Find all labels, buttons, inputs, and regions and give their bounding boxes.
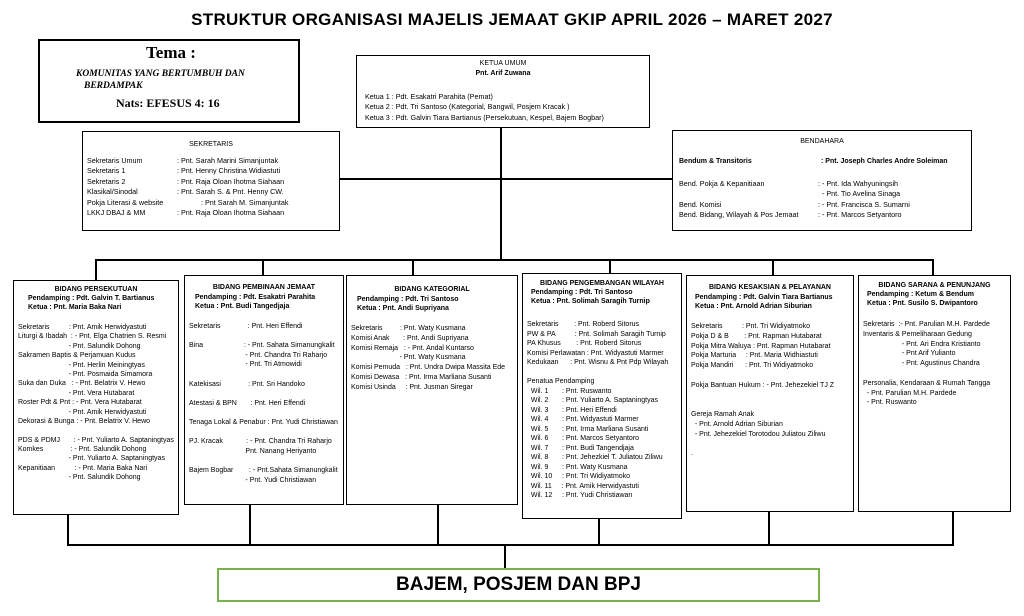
bidang-row: - Pnt. Ruswanto <box>863 399 917 407</box>
bidang-row: - Pnt. Vera Hutabarat <box>18 389 135 397</box>
connector-up-6 <box>952 512 954 545</box>
bidang-ketua: Ketua : Pnt. Budi Tangedjaja <box>195 303 290 310</box>
bidang-row: Komisi Perlawatan : Pnt. Widyastuti Marmer <box>527 349 664 357</box>
bidang-list <box>691 322 834 459</box>
bidang-row: - Pnt. Ari Endra Kristianto <box>863 340 981 348</box>
bidang-row: Komisi Usinda : Pnt. Jusman Siregar <box>351 383 473 391</box>
bidang-row: Sekretaris : Pnt. Waty Kusmana <box>351 325 466 332</box>
bidang-row: . <box>691 450 693 458</box>
connector-main-vertical <box>500 127 502 260</box>
bidang-row <box>189 389 338 399</box>
sekretaris-value: : Pnt Sarah M. Simanjuntak <box>201 197 289 207</box>
bidang-ketua: Ketua : Pnt. Solimah Saragih Turnip <box>531 298 650 305</box>
bidang-pendamping: Pendamping : Pdt. Esakatri Parahita <box>195 294 316 301</box>
bidang-row: - Pnt. Chandra Tri Raharjo <box>189 351 328 359</box>
bidang-row: Pokja Marturia : Pnt. Maria Widhiastuti <box>691 352 818 360</box>
bidang-list <box>189 322 338 485</box>
tema-line-2: BERDAMPAK <box>84 81 143 91</box>
bidang-row: Wil. 10 : Pnt. Tri Widiyatmoko <box>527 473 631 480</box>
bidang-row: Penatua Pendamping <box>527 378 595 385</box>
bidang-row: - Pnt. Salundik Dohong <box>18 474 141 482</box>
bidang-heading: BIDANG PERSEKUTUAN <box>54 286 138 293</box>
bidang-pendamping: Pendamping : Ketum & Bendum <box>867 291 974 298</box>
bidang-heading: BIDANG KATEGORIAL <box>394 286 470 293</box>
bidang-kesaksian-box <box>686 275 854 512</box>
bidang-row: Pokja D & B : Pnt. Rapman Hutabarat <box>691 332 822 340</box>
bidang-row <box>863 369 990 379</box>
bidang-row: Sekretaris : Pnt. Tri Widiyatmoko <box>691 323 811 330</box>
bendahara-keys <box>679 179 798 221</box>
sekretaris-key: LKKJ DBAJ & MM <box>87 208 146 218</box>
bidang-pendamping: Pendamping : Pdt. Tri Santoso <box>531 289 633 296</box>
bidang-row: Wil. 9 : Pnt. Waty Kusmana <box>527 463 628 471</box>
sekretaris-value: : Pnt. Sarah S. & Pnt. Henny CW. <box>177 187 284 197</box>
bidang-row: - Pnt Arif Yulianto <box>863 350 956 358</box>
sekretaris-heading: SEKRETARIS <box>189 141 233 148</box>
ketua-row: Ketua 3 : Pdt. Galvin Tiara Bartianus (Persekutuan, Kespel, Bajem Bogbar) <box>365 112 604 122</box>
bendahara-key <box>679 189 798 199</box>
sekretaris-box <box>82 131 340 231</box>
bidang-row: - Pnt. Amik Herwidyastuti <box>18 408 147 416</box>
bidang-row: Sekretaris : Pnt. Roberd Sitorus <box>527 321 640 328</box>
bendahara-key: Bend. Komisi <box>679 199 722 209</box>
bidang-row: Wil. 12 : Pnt. Yudi Christiawan <box>527 492 633 499</box>
bidang-row: Kedukaan : Pnt. Wisnu & Pnt Pdp Wilayah <box>527 359 669 366</box>
bidang-row <box>691 371 834 381</box>
ketua-umum-box <box>356 55 650 128</box>
connector-drop-2 <box>262 259 264 275</box>
bidang-row: Wil. 5 : Pnt. Irma Marliana Susanti <box>527 425 649 433</box>
bidang-row: - Pnt. Arnold Adrian Siburian <box>691 420 783 428</box>
bidang-row: - Pnt. Jehezekiel Torotodou Juliatou Ziliwu <box>691 430 826 438</box>
bendahara-value: - Pnt. Tio Avelina Sinaga <box>822 189 901 199</box>
sekretaris-key: Sekretaris 2 <box>87 176 126 186</box>
bidang-row: Suka dan Duka : - Pnt. Belatrix V. Hewo <box>18 380 146 388</box>
bidang-row: - Pnt. Yuliarto A. Saptaningtyas <box>18 455 165 463</box>
bendahara-box <box>672 130 972 231</box>
bidang-row: - Pnt. Herlin Meiningtyas <box>18 361 145 369</box>
connector-drop-6 <box>932 259 934 275</box>
bidang-row: Komisi Dewasa : Pnt. Irma Marliana Susanti <box>351 373 492 381</box>
sekretaris-keys <box>87 156 163 218</box>
bidang-row <box>189 456 338 466</box>
ketua-row: Ketua 2 : Pdt. Tri Santoso (Kategorial, Bangwil, Posjem Kracak ) <box>365 102 570 112</box>
sekretaris-values <box>177 156 289 218</box>
ketua-list <box>365 92 604 123</box>
bidang-sarana-box <box>858 275 1011 512</box>
bidang-row <box>189 408 338 418</box>
bidang-pendamping: Pendamping : Pdt. Tri Santoso <box>357 296 459 303</box>
connector-up-5 <box>768 512 770 545</box>
bidang-row: Komisi Anak : Pnt. Andi Supriyana <box>351 334 469 342</box>
connector-up-1 <box>67 515 69 545</box>
bidang-list <box>863 320 990 408</box>
bidang-row: Bina : - Pnt. Sahata Simanungkalit <box>189 342 335 350</box>
bidang-row: Wil. 6 : Pnt. Marcos Setyantoro <box>527 435 640 442</box>
bidang-row: Sakramen Baptis & Perjamuan Kudus <box>18 352 136 360</box>
bendahara-key: Bend. Pokja & Kepanitiaan <box>679 179 765 188</box>
bidang-row: Wil. 7 : Pnt. Budi Tangendjaja <box>527 444 634 452</box>
tema-label: Tema : <box>146 43 196 62</box>
bidang-row: - Pnt. Posmaida Simamora <box>18 370 153 378</box>
connector-footer <box>504 544 506 568</box>
sekretaris-value: : Pnt. Henny Christina Widiastuti <box>177 166 281 176</box>
bidang-row: Sekretaris : Pnt. Heri Effendi <box>189 323 303 330</box>
bidang-row <box>18 426 174 435</box>
connector-up-3 <box>437 505 439 545</box>
sekretaris-value: : Pnt. Raja Oloan Ihotma Siahaan <box>177 208 285 218</box>
page-title: STRUKTUR ORGANISASI MAJELIS JEMAAT GKIP APRIL 2026 – MARET 2027 <box>191 10 833 29</box>
connector-drop-3 <box>412 259 414 275</box>
bidang-row: Pokja Mandiri : Pnt. Tri Widiyatmoko <box>691 362 814 370</box>
bidang-row: Inventaris & Pemeliharaan Gedung <box>863 330 972 338</box>
ketua-umum-name: Pnt. Arif Zuwana <box>475 70 531 77</box>
bidang-row: Bajem Bogbar : - Pnt.Sahata Simanungkalit <box>189 466 338 474</box>
sekretaris-key: Pokja Literasi & website <box>87 197 164 207</box>
bidang-row: Komkes : - Pnt. Salundik Dohong <box>18 446 147 454</box>
bidang-row: PA Khusus : Pnt. Roberd Sitorus <box>527 340 642 347</box>
connector-up-2 <box>249 505 251 545</box>
sekretaris-value: : Pnt. Raja Oloan Ihotma Siahaan <box>177 176 285 186</box>
bidang-persekutuan-box <box>13 280 179 515</box>
bidang-row: Pokja Bantuan Hukum : - Pnt. Jehezekiel TJ Z <box>691 381 835 389</box>
bidang-row: Wil. 3 : Pnt. Heri Effendi <box>527 406 617 414</box>
bidang-row: Wil. 2 : Pnt. Yuliarto A. Saptaningtyas <box>527 397 658 404</box>
tema-box <box>38 39 300 123</box>
bidang-row: Kepanitiaan : - Pnt. Maria Baka Nari <box>18 464 148 472</box>
bidang-row: Wil. 1 : Pnt. Ruswanto <box>527 387 612 395</box>
bidang-ketua: Ketua : Pnt. Maria Baka Nari <box>28 304 122 311</box>
footer-box <box>217 568 820 602</box>
bidang-row <box>189 332 338 342</box>
bidang-row: Wil. 11 : Pnt. Amik Herwidyastuti <box>527 482 639 490</box>
ketua-umum-heading: KETUA UMUM <box>479 60 527 67</box>
sekretaris-key: Sekretaris 1 <box>87 166 126 176</box>
bidang-pembinaan-box <box>184 275 344 505</box>
bendahara-key: Bend. Bidang, Wilayah & Pos Jemaat <box>679 210 799 220</box>
bidang-row: Komisi Remaja : - Pnt. Andal Kuntarso <box>351 344 474 352</box>
bidang-row: Dekorasi & Bunga : - Pnt. Belatrix V. Hewo <box>18 417 151 425</box>
bidang-row: - Pnt. Waty Kusmana <box>351 354 466 362</box>
bidang-pendamping: Pendamping : Pdt. Galvin T. Bartianus <box>28 295 155 302</box>
bidang-ketua: Ketua : Pnt. Arnold Adrian Siburian <box>695 303 812 310</box>
bendahara-main-key: Bendum & Transitoris <box>679 158 752 165</box>
bidang-heading: BIDANG PEMBINAAN JEMAAT <box>212 284 316 291</box>
bidang-row: Tenaga Lokal & Penabur : Pnt. Yudi Christiawan <box>189 418 338 426</box>
bidang-row: Sekretaris :- Pnt. Parulian M.H. Pardede <box>863 321 990 328</box>
tema-line-1: KOMUNITAS YANG BERTUMBUH DAN <box>76 69 245 79</box>
bidang-row: Roster Pdt & Pnt : - Pnt. Vera Hutabarat <box>18 399 142 407</box>
connector-bottom-bar <box>67 544 954 546</box>
bidang-row <box>691 391 834 401</box>
bidang-list <box>18 323 174 483</box>
connector-drop-5 <box>772 259 774 275</box>
bidang-ketua: Ketua : Pnt. Andi Supriyana <box>357 305 449 312</box>
bidang-row: PW & PA : Pnt. Solimah Saragih Turnip <box>527 330 666 338</box>
bidang-row: - Pnt. Parulian M.H. Pardede <box>863 389 957 397</box>
bidang-row: - Pnt. Agustinus Chandra <box>863 360 980 368</box>
bidang-ketua: Ketua : Pnt. Susilo S. Dwipantoro <box>867 300 978 307</box>
bidang-row: PDS & PDMJ : - Pnt. Yuliarto A. Saptaningtyas <box>18 436 174 444</box>
bidang-heading: BIDANG SARANA & PENUNJANG <box>878 282 991 289</box>
footer-text: BAJEM, POSJEM DAN BPJ <box>396 574 641 595</box>
bidang-row: Personalia, Kendaraan & Rumah Tangga <box>863 379 991 387</box>
bidang-pengembangan-box <box>522 273 682 519</box>
connector-bidang-bar <box>95 259 934 261</box>
bidang-row: Gereja Ramah Anak <box>691 411 755 419</box>
bidang-row: Sekretaris : Pnt. Amik Herwidyastuti <box>18 324 147 331</box>
bidang-row <box>691 400 834 410</box>
bidang-row: - Pnt. Salundik Dohong <box>18 342 141 350</box>
bendahara-heading: BENDAHARA <box>800 138 844 145</box>
bidang-heading: BIDANG KESAKSIAN & PELAYANAN <box>708 284 831 291</box>
bidang-heading: BIDANG PENGEMBANGAN WILAYAH <box>540 280 664 287</box>
bendahara-values <box>818 179 910 221</box>
bidang-row: PJ. Kracak : - Pnt. Chandra Tri Raharjo <box>189 438 332 446</box>
bidang-row: Katekisasi : Pnt. Sri Handoko <box>189 380 305 388</box>
bidang-row <box>691 440 834 450</box>
bidang-row: Liturgi & Ibadah : - Pnt. Elga Chatrien S. Resmi <box>18 333 167 341</box>
bidang-list <box>351 324 505 393</box>
bidang-row <box>527 368 668 378</box>
bidang-row <box>189 370 338 380</box>
sekretaris-value: : Pnt. Sarah Marini Simanjuntak <box>177 156 279 165</box>
bidang-row: Pnt. Nanang Heriyanto <box>189 447 317 455</box>
bendahara-value: : - Pnt. Marcos Setyantoro <box>818 210 902 220</box>
bendahara-value: : - Pnt. Francisca S. Sumarni <box>818 199 910 209</box>
connector-up-4 <box>598 519 600 545</box>
sekretaris-key: Sekretaris Umum <box>87 156 143 165</box>
bidang-row <box>189 428 338 438</box>
bidang-list <box>527 320 668 501</box>
bidang-row: Komisi Pemuda : Pnt. Undra Dwipa Massita Ede <box>351 364 506 372</box>
bidang-row: Pokja Mitra Waluya : Pnt. Rapman Hutabarat <box>691 342 831 350</box>
tema-nats: Nats: EFESUS 4: 16 <box>116 96 220 110</box>
ketua-row: Ketua 1 : Pdt. Esakatri Parahita (Pemat) <box>365 92 493 101</box>
bendahara-value: : - Pnt. Ida Wahyuningsih <box>818 179 899 188</box>
connector-drop-1 <box>95 259 97 280</box>
bidang-row: - Pnt. Tri Atmowidi <box>189 361 302 369</box>
bidang-pendamping: Pendamping : Pdt. Galvin Tiara Bartianus <box>695 294 833 301</box>
connector-secretary-bendahara <box>340 178 672 180</box>
bidang-row: Wil. 8 : Pnt. Jehezkiel T. Juliatou Ziliwu <box>527 454 663 461</box>
sekretaris-key: Klasikal/Sinodal <box>87 187 138 197</box>
bendahara-main-value: : Pnt. Joseph Charles Andre Soleiman <box>821 158 948 165</box>
bidang-row: Wil. 4 : Pnt. Widyastuti Marmer <box>527 416 639 423</box>
bidang-row: - Pnt. Yudi Christiawan <box>189 476 317 484</box>
bidang-kategorial-box <box>346 275 518 505</box>
bidang-row: Atestasi & BPN : Pnt. Heri Effendi <box>189 399 306 407</box>
